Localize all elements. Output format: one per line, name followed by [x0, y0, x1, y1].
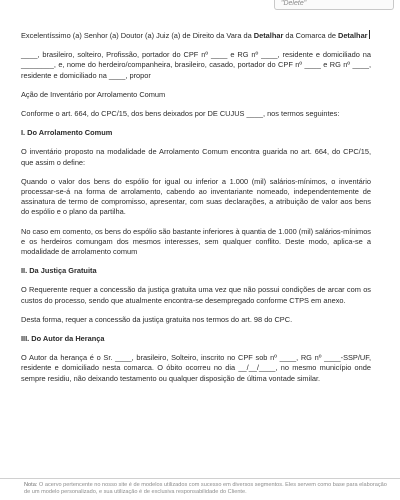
document-body: [21, 30, 371, 384]
addressee-bold-2: Detalhar: [337, 31, 368, 40]
paragraph-3: No caso em comento, os bens do espólio são bastante inferiores à quantia de 1.000 (mil) salários-mínimos e os herdeiros comungam dos mesmos interesses, sem qualquer conflito. Deste modo, aplica-se a modalidade de arrolamento comum: [21, 226, 372, 257]
note-text: O acervo pertencente no nosso site é de modelos utilizados com sucesso em diversos segmentos. Eles servem como base para elaboração de um modelo personalizado, e sua utilização é de exclusiva responsabilidade do Cliente.: [24, 482, 387, 495]
section-heading-1: I. Do Arrolamento Comum: [21, 128, 113, 138]
addressee-paragraph: [21, 30, 371, 41]
note-label: Nota:: [24, 482, 38, 488]
top-bar: [0, 0, 400, 12]
paragraph-1: O inventário proposto na modalidade de Arrolamento Comum encontra guarida no art. 664, do CPC/15, que assim o define:: [21, 147, 371, 167]
paragraph-2: Quando o valor dos bens do espólio for igual ou inferior a 1.000 (mil) salários-mínimos, o inventário processar-se-á na forma de arrolamento, cabendo ao inventariante nomeado, independentemente de assinatura de termo de compromisso, apresentar, com suas declarações, a atribuição de valor aos bens do espólio e o plano da partilha.: [21, 176, 371, 217]
paragraph-5: Desta forma, requer a concessão da justiça gratuita nos termos do art. 98 do CPC.: [21, 314, 293, 324]
action-title: Ação de Inventário por Arrolamento Comum: [21, 89, 166, 99]
paragraph-6: O Autor da herança é o Sr. ____, brasileiro, Solteiro, inscrito no CPF sob nº ____, RG nº ____-SSP/UF, residente e domiciliado nesta comarca. O óbito ocorreu no dia __/__/____, no mesmo município onde sempre residiu, não deixando testamento ou qualquer disposição de última vontade similar.: [21, 353, 371, 383]
disclaimer-note: [0, 478, 400, 500]
section-heading-3: III. Do Autor da Herança: [21, 334, 105, 344]
text-cursor: [369, 30, 370, 39]
delete-tab[interactable]: [274, 0, 394, 10]
addressee-text-1: Excelentíssimo (a) Senhor (a) Doutor (a) Juiz (a) de Direito da Vara da: [21, 31, 254, 40]
paragraph-4: O Requerente requer a concessão da justiça gratuita uma vez que não possui condições de arcar com os custos do processo, sendo que atualmente encontra-se desempregado conforme CTPS em anexo.: [21, 285, 371, 305]
section-heading-2: II. Da Justiça Gratuita: [21, 266, 97, 276]
delete-label: "Delete": [281, 0, 307, 7]
intro-paragraph: Conforme o art. 664, do CPC/15, dos bens deixados por DE CUJUS ____, nos termos seguintes:: [21, 109, 340, 119]
party-paragraph: ____, brasileiro, solteiro, Profissão, portador do CPF nº ____ e RG nº ____, residente e domiciliado na ________, e, nome do herdeiro/companheira, brasileiro, casado, portador do CPF nº ____ e RG nº ____, residente e domiciliado na ____, propor: [21, 50, 371, 80]
addressee-text-2: da Comarca de: [283, 31, 338, 40]
addressee-bold-1: Detalhar: [253, 31, 284, 40]
